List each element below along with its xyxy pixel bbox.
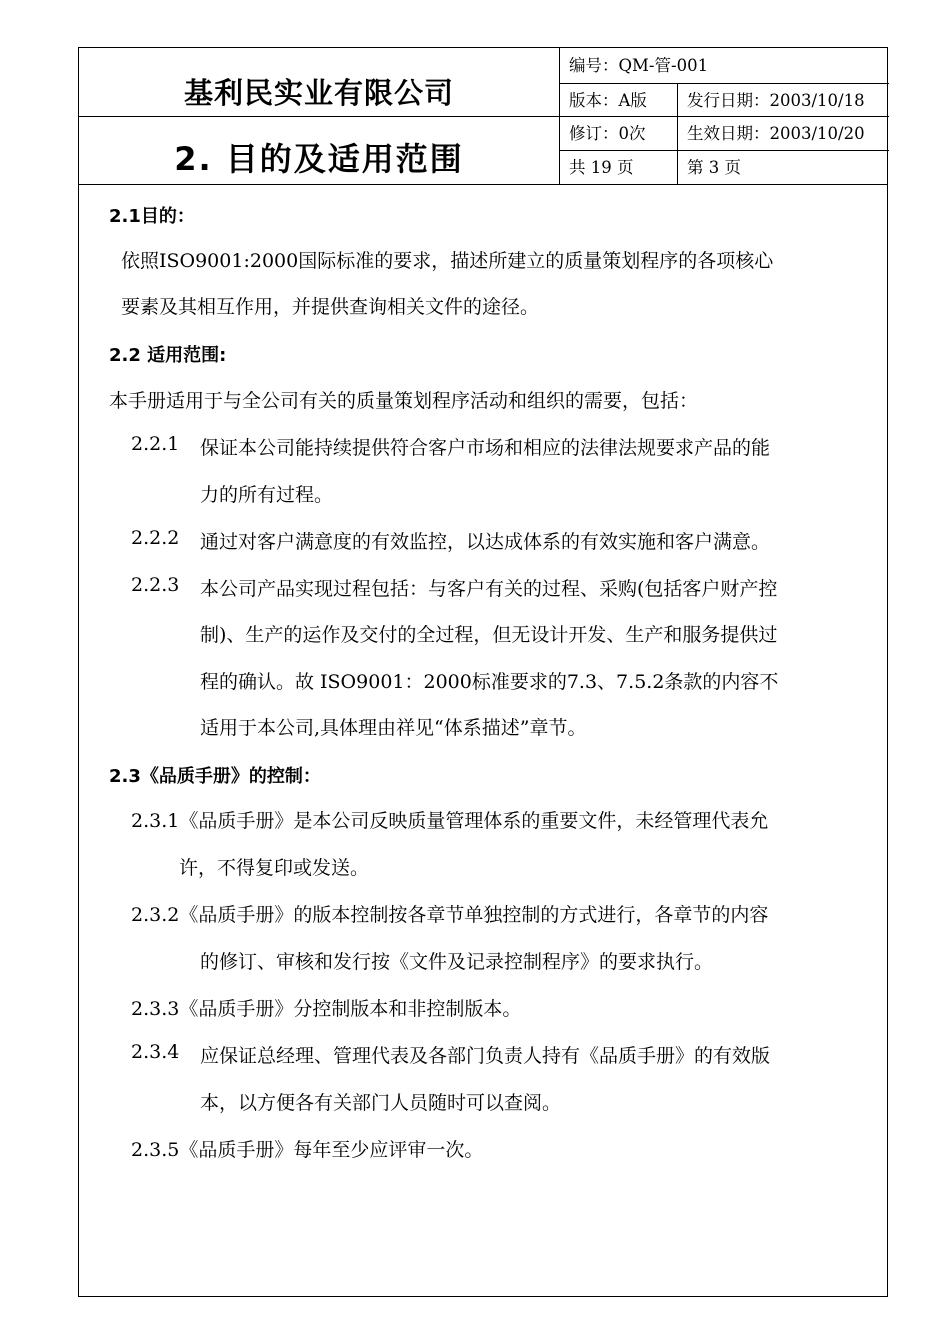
list-item-number: 2.2.2	[131, 527, 180, 549]
doc-number: 编号：QM-管-001	[569, 56, 709, 75]
document-header	[79, 48, 887, 185]
list-item-line: 2.3.3《品质手册》分控制版本和非控制版本。	[131, 998, 522, 1020]
list-item-line: 适用于本公司,具体理由祥见“体系描述”章节。	[200, 717, 587, 739]
list-item-line: 本，以方便各有关部门人员随时可以查阅。	[200, 1092, 562, 1114]
company-name: 基利民实业有限公司	[183, 76, 454, 110]
list-item-number: 2.2.1	[131, 433, 180, 455]
heading-2-2: 2.2 适用范围:	[109, 345, 227, 366]
list-item-line: 许，不得复印或发送。	[179, 857, 370, 879]
list-item-line: 力的所有过程。	[200, 484, 334, 506]
issue-date: 发行日期：2003/10/18	[687, 91, 865, 110]
page-number: 第 3 页	[687, 158, 741, 177]
list-item-line: 的修订、审核和发行按《文件及记录控制程序》的要求执行。	[200, 951, 714, 973]
list-item-line: 程的确认。故 ISO9001：2000标准要求的7.3、7.5.2条款的内容不	[200, 671, 779, 693]
list-item-line: 保证本公司能持续提供符合客户市场和相应的法律法规要求产品的能	[200, 437, 771, 459]
revision: 修订：0次	[569, 124, 646, 143]
total-pages: 共 19 页	[569, 158, 634, 177]
effective-date: 生效日期：2003/10/20	[687, 124, 865, 143]
list-item-line: 应保证总经理、管理代表及各部门负责人持有《品质手册》的有效版	[200, 1045, 771, 1067]
paragraph-line: 本手册适用于与全公司有关的质量策划程序活动和组织的需要，包括：	[109, 390, 699, 412]
document-frame	[78, 47, 888, 1297]
list-item-number: 2.3.4	[131, 1041, 180, 1063]
list-item-line: 制)、生产的运作及交付的全过程，但无设计开发、生产和服务提供过	[200, 624, 778, 646]
header-divider	[677, 83, 678, 184]
paragraph-line: 依照ISO9001:2000国际标准的要求，描述所建立的质量策划程序的各项核心	[121, 250, 774, 272]
list-item-line: 通过对客户满意度的有效监控，以达成体系的有效实施和客户满意。	[200, 531, 771, 553]
list-item-number: 2.2.3	[131, 574, 180, 596]
list-item-line: 2.3.5《品质手册》每年至少应评审一次。	[131, 1139, 484, 1161]
header-divider	[79, 116, 559, 117]
section-title: 2. 目的及适用范围	[174, 140, 464, 178]
paragraph-line: 要素及其相互作用，并提供查询相关文件的途径。	[121, 296, 540, 318]
list-item-line: 本公司产品实现过程包括：与客户有关的过程、采购(包括客户财产控	[200, 578, 778, 600]
heading-2-1: 2.1目的：	[109, 206, 195, 227]
version: 版本：A版	[569, 91, 647, 110]
list-item-line: 2.3.2《品质手册》的版本控制按各章节单独控制的方式进行，各章节的内容	[131, 904, 769, 926]
list-item-line: 2.3.1《品质手册》是本公司反映质量管理体系的重要文件，未经管理代表允	[131, 810, 769, 832]
heading-2-3: 2.3《品质手册》的控制：	[109, 766, 321, 787]
